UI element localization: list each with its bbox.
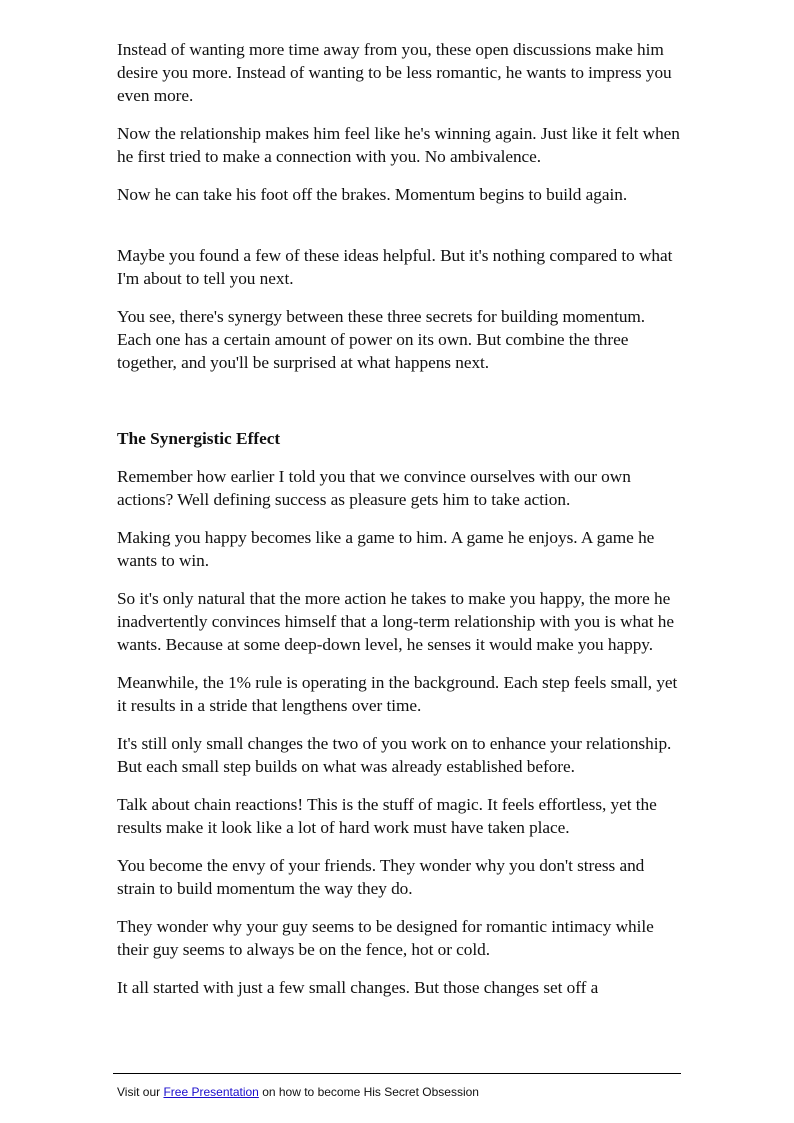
document-body (117, 38, 682, 1014)
footer-prefix: Visit our (117, 1085, 164, 1099)
paragraph: Talk about chain reactions! This is the stuff of magic. It feels effortless, yet the results make it look like a lot of hard work must have taken place. (117, 795, 657, 837)
section-heading: The Synergistic Effect (117, 429, 281, 448)
footer-divider (113, 1073, 681, 1074)
paragraph: Now he can take his foot off the brakes. Momentum begins to build again. (117, 185, 628, 204)
paragraph: It all started with just a few small changes. But those changes set off a (117, 978, 599, 997)
paragraph: Remember how earlier I told you that we convince ourselves with our own actions? Well defining success as pleasure gets him to take action. (117, 467, 631, 509)
paragraph: Maybe you found a few of these ideas helpful. But it's nothing compared to what I'm about to tell you next. (117, 246, 673, 288)
paragraph: Now the relationship makes him feel like he's winning again. Just like it felt when he first tried to make a connection with you. No ambivalence. (117, 124, 680, 166)
paragraph: Making you happy becomes like a game to him. A game he enjoys. A game he wants to win. (117, 528, 655, 570)
paragraph: Instead of wanting more time away from you, these open discussions make him desire you more. Instead of wanting to be less romantic, he wants to impress you even more. (117, 40, 672, 105)
footer (117, 1085, 479, 1100)
paragraph: You see, there's synergy between these three secrets for building momentum. Each one has a certain amount of power on its own. But combine the three together, and you'll be surprised at what happens next. (117, 307, 646, 372)
paragraph: Meanwhile, the 1% rule is operating in the background. Each step feels small, yet it results in a stride that lengthens over time. (117, 673, 678, 715)
paragraph: It's still only small changes the two of you work on to enhance your relationship. But each small step builds on what was already established before. (117, 734, 672, 776)
free-presentation-link[interactable]: Free Presentation (163, 1085, 259, 1099)
footer-suffix: on how to become His Secret Obsession (258, 1085, 479, 1099)
paragraph: So it's only natural that the more action he takes to make you happy, the more he inadvertently convinces himself that a long-term relationship with you is what he wants. Because at some deep-down level, he senses it would make you happy. (117, 589, 674, 654)
paragraph: They wonder why your guy seems to be designed for romantic intimacy while their guy seems to always be on the fence, hot or cold. (117, 917, 654, 959)
paragraph: You become the envy of your friends. They wonder why you don't stress and strain to build momentum the way they do. (117, 856, 645, 898)
